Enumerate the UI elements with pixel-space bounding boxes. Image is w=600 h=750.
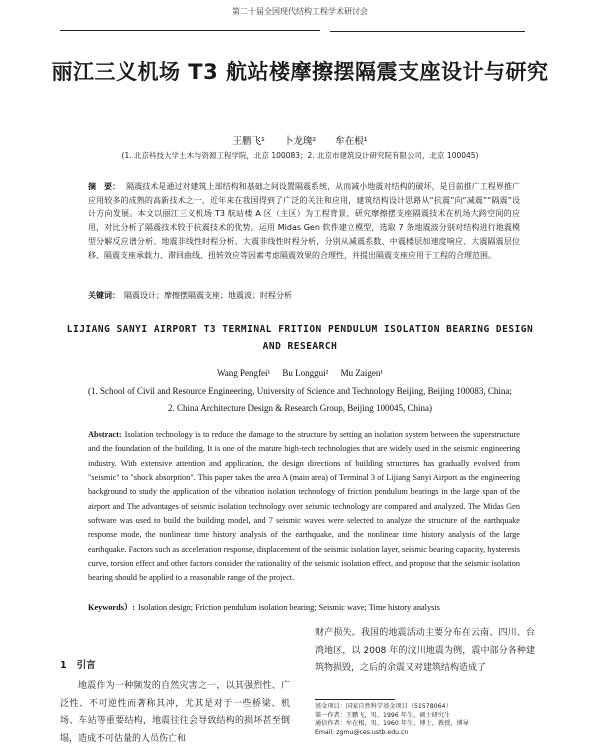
author-en-2: Bu Longgui² bbox=[282, 368, 329, 378]
abstract-en bbox=[88, 428, 520, 586]
abstract-en-text: Isolation technology is to reduce the damage to the structure by setting an isolation system between the superstructure and the foundation of the building. It is one of the mature high-tech technologies that are widely used in the seismic engineering industry. With extensive attention and application, the design directions of building structures has gradually evolved from "seismic" to "shock absorption". This paper takes the area A (main area) of Terminal 3 of Lijiang Sanyi Airport as the engineering background to study the application of the vibration isolation technology of friction pendulum bearings in the large span of the airport and The advantages of seismic isolation technology over seismic technology are compared and analyzed. The Midas Gen software was used to build the building model, and 7 seismic waves were selected to analyze the structure of the earthquake response mode, the nonlinear time history analysis of the earthquake, and the nonlinear time history analysis of the large earthquake. Factors such as acceleration response, displacement of the seismic isolation layer, seismic bearing capacity, hysteresis curve, torsion effect and other factors consider the rationality of the seismic isolation effect, and propose that the seismic isolation bearing should be applied to a reasonable range of the project. bbox=[88, 430, 520, 583]
running-header: 第二十届全国现代结构工程学术研讨会 bbox=[232, 7, 368, 16]
footnote-first-author: 第一作者：王鹏飞，男，1996 年生，硕士研究生 bbox=[315, 711, 451, 719]
author-cn-1: 王鹏飞¹ bbox=[232, 136, 265, 147]
abstract-cn-label: 摘 要： bbox=[88, 182, 121, 191]
footnote-rule bbox=[315, 699, 395, 700]
section-number: 1 bbox=[60, 660, 67, 671]
footnote-corresponding-author: 通信作者：牟在根，男，1960 年生，博士，教授，博导 bbox=[315, 720, 469, 728]
keywords-cn-text: 隔震设计；摩擦摆隔震支座；地震波；时程分析 bbox=[124, 291, 292, 300]
intro-paragraph-right: 财产损失。我国的地震活动主要分布在云南、四川、台湾地区，以 2008 年的汶川地震为例，震中部分各种建筑物损毁，之后的余震又对建筑结构造成了 bbox=[315, 628, 535, 673]
affiliation-en-line-2: 2. China Architecture Design & Research Group, Beijing 100045, China) bbox=[168, 403, 432, 413]
author-cn-3: 牟在根¹ bbox=[335, 136, 368, 147]
paper-title-cn: 丽江三义机场 T3 航站楼摩擦摆隔震支座设计与研究 bbox=[51, 60, 549, 84]
keywords-en-text: Isolation design; Friction pendulum isolation bearing; Seismic wave; Time history analysis bbox=[138, 603, 440, 612]
author-en-1: Wang Pengfei¹ bbox=[216, 368, 271, 378]
footnote-email: Email: zgmu@ces.ustb.edu.cn bbox=[315, 728, 409, 736]
keywords-en-label: Keywords）: bbox=[88, 603, 136, 612]
body-column-right bbox=[315, 625, 535, 678]
authors-en bbox=[0, 368, 600, 378]
header-rule-left bbox=[60, 30, 320, 31]
author-en-3: Mu Zaigen¹ bbox=[340, 368, 384, 378]
keywords-cn bbox=[88, 290, 520, 301]
body-column-left bbox=[60, 645, 290, 748]
section-heading-intro bbox=[60, 657, 290, 671]
keywords-cn-label: 关键词： bbox=[88, 291, 120, 300]
affiliation-en bbox=[60, 383, 540, 417]
affiliation-en-line-1: (1. School of Civil and Resource Engineering, University of Science and Technology Beijing, Beijing 100083, China; bbox=[88, 386, 512, 396]
affiliation-cn: (1. 北京科技大学土木与资源工程学院，北京 100083；2. 北京市建筑设计研究院有限公司，北京 100045) bbox=[121, 151, 479, 160]
intro-paragraph-left: 地震作为一种频发的自然灾害之一，以其强烈性、广泛性、不可逆性而著称其冲，尤其是对于一些桥梁、机场、车站等重要结构，地震往往会导致结构的损坏甚至倒塌，造成不可估量的人员伤亡和 bbox=[60, 681, 290, 744]
paper-title-en: LIJIANG SANYI AIRPORT T3 TERMINAL FRITION PENDULUM ISOLATION BEARING DESIGN AND RESEARCH bbox=[66, 324, 534, 352]
footnotes bbox=[315, 703, 535, 737]
abstract-cn-text: 隔震技术是通过对建筑上部结构和基础之间设置隔震系统，从而减小地震对结构的破坏，是目前推广工程界推广应用较多的成熟的高新技术之一，近年来在我国得到了广泛的关注和应用，建筑结构设计思路从“抗震”向“减震”“隔震”设计方向发展。本文以丽江三义机场 T3 航站楼 A 区（主区）为工程背景，研究摩擦摆支座隔震技术在机场大跨空间的应用，对比分析了隔震技术较于抗震技术的优势。运用 Midas Gen 软件建立模型，选取 7 条地震波分别对结构进行地震模型分解反应谱分析、地震非线性时程分析、大震非线性时程分析，分别从减震系数、中震楼层加速度响应、大震隔震层位移、隔震支座承载力、滞回曲线、扭转效应等因素考虑隔震效果的合理性，并提出隔震支座应用于工程的合理范围。 bbox=[88, 182, 520, 260]
section-title: 引言 bbox=[76, 660, 96, 671]
header-rule-right bbox=[330, 31, 525, 32]
keywords-en bbox=[88, 601, 520, 613]
abstract-en-label: Abstract: bbox=[88, 430, 122, 439]
authors-cn bbox=[0, 133, 600, 147]
author-cn-2: 卜龙瑰² bbox=[283, 136, 317, 147]
footnote-funding: 基金项目：国家自然科学基金项目（51578064） bbox=[315, 703, 452, 710]
abstract-cn bbox=[88, 180, 520, 262]
